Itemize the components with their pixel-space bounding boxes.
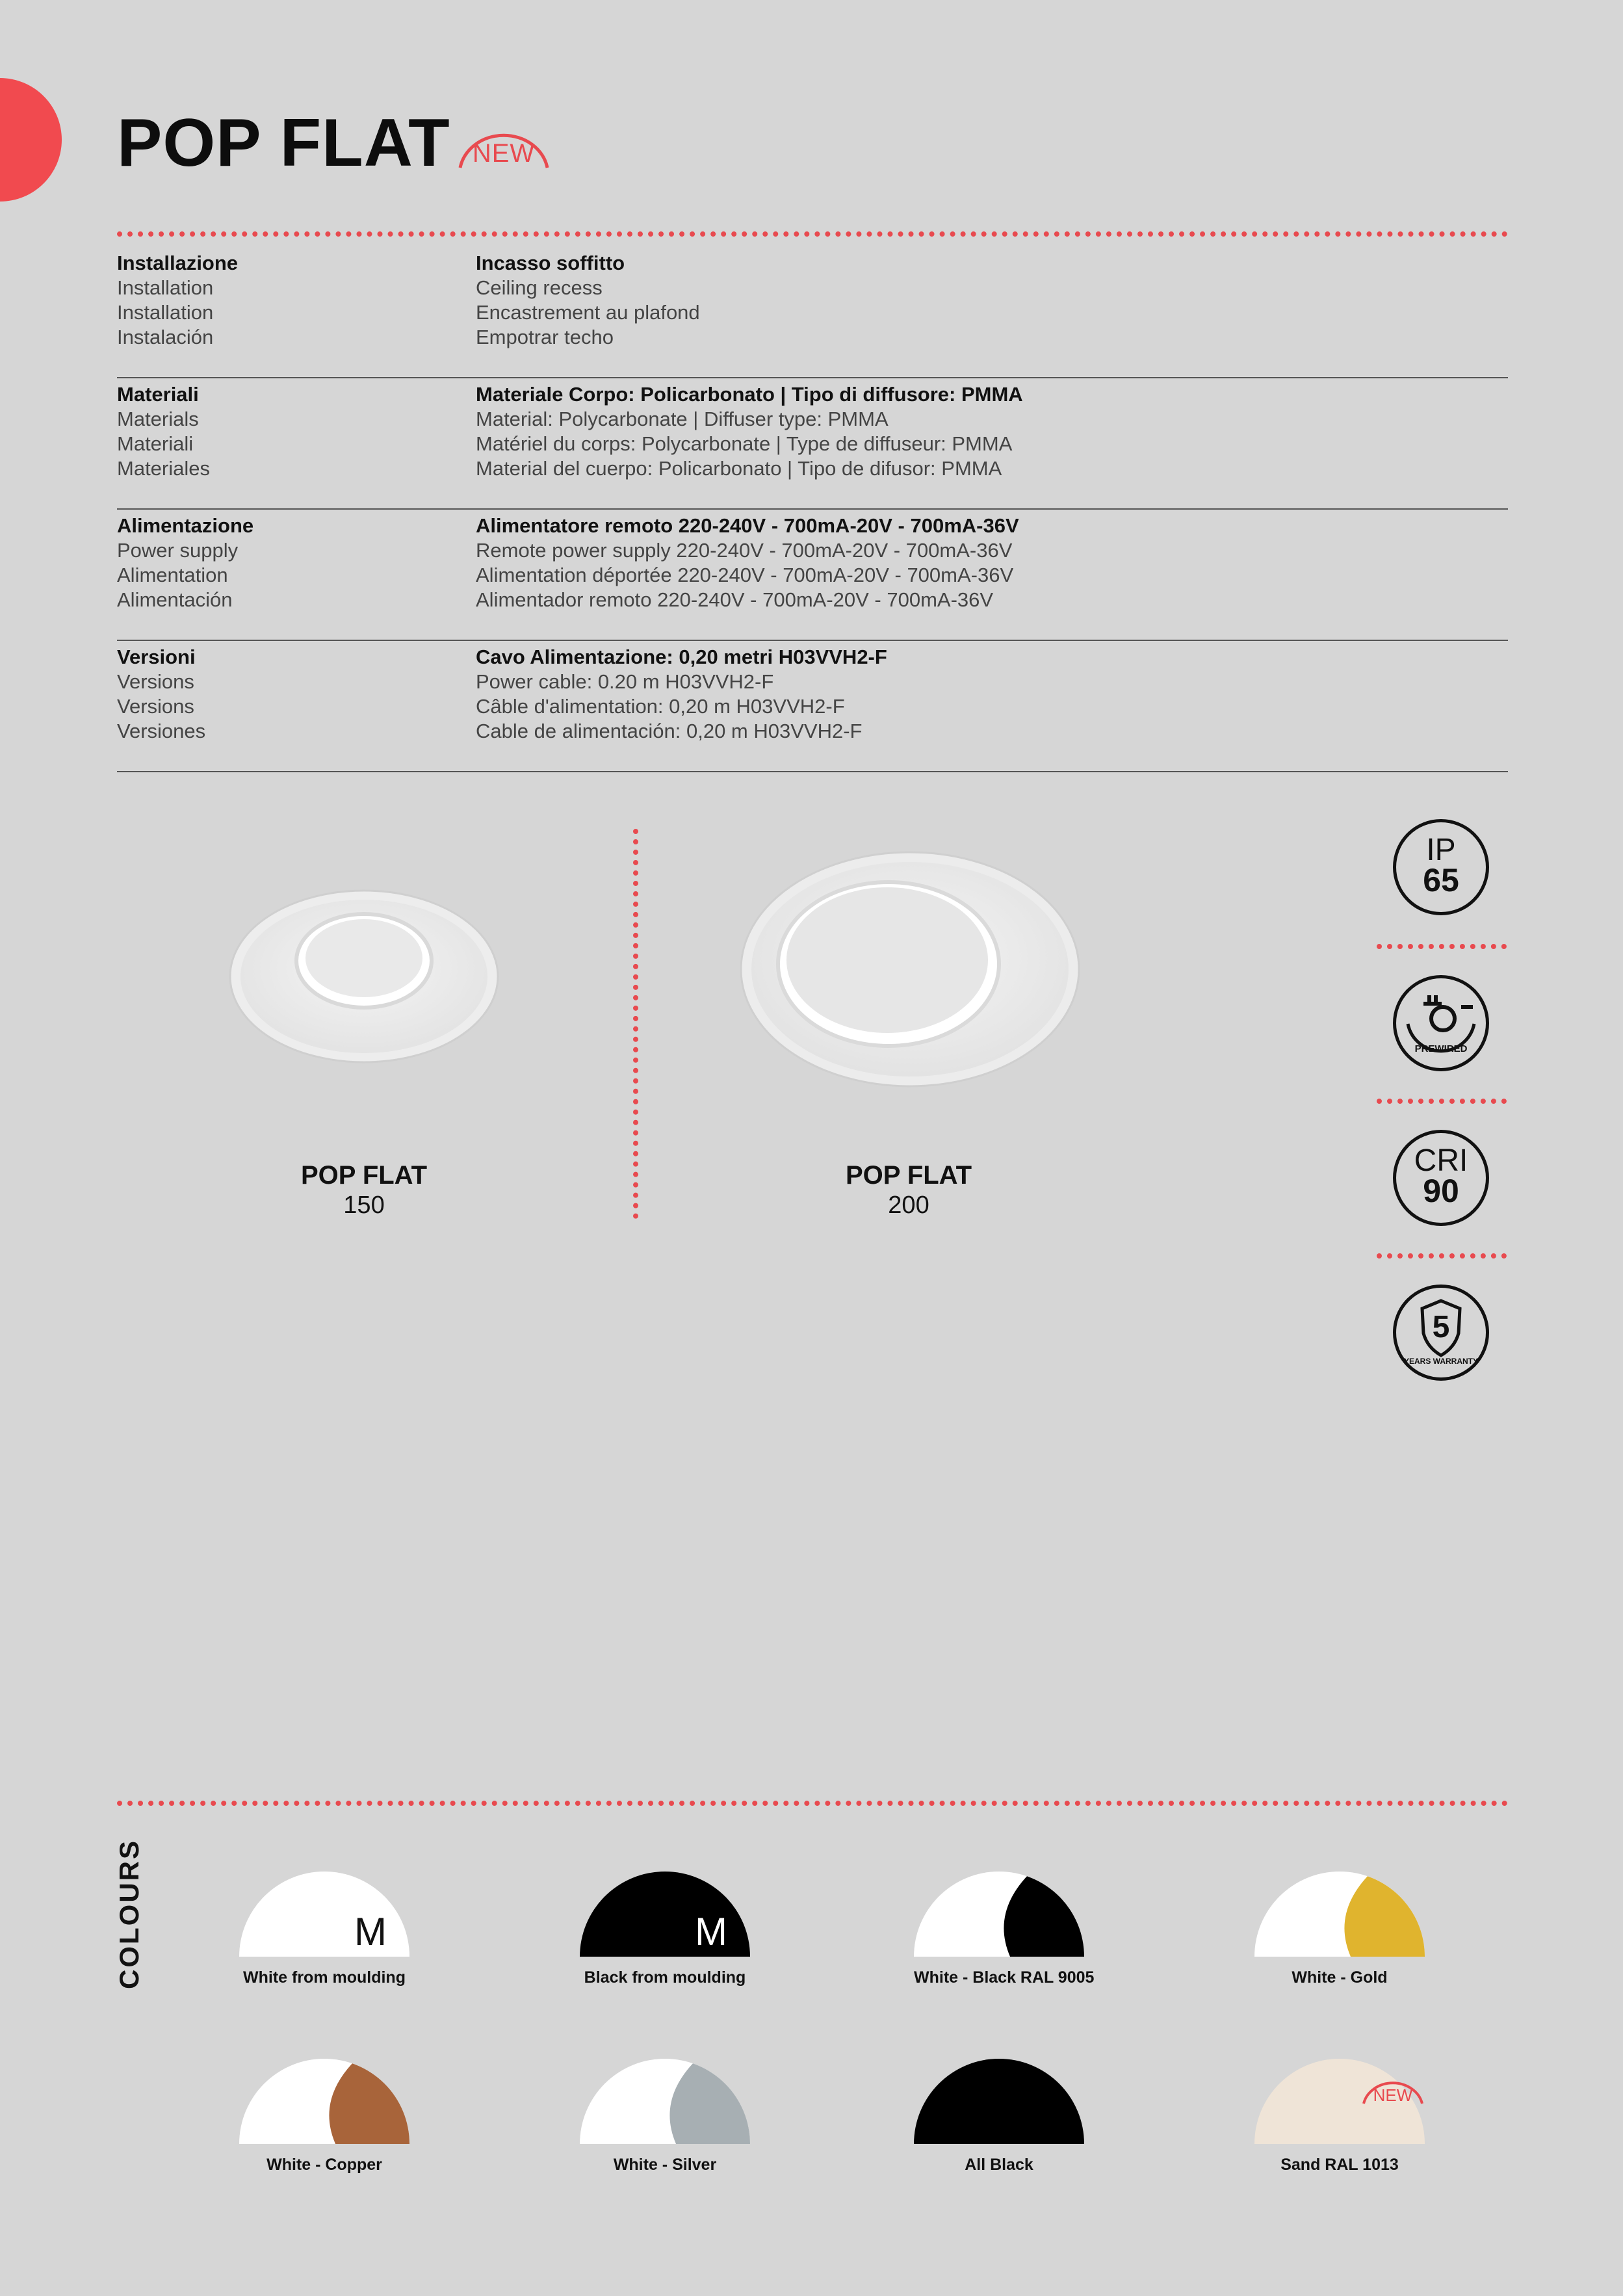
spec-value: Cavo Alimentazione: 0,20 metri H03VVH2-F [476,646,887,668]
colour-swatch [580,2058,750,2174]
swatch-dome [914,1871,1084,1957]
warranty-icon [1393,1285,1489,1381]
spec-label: Installation [117,276,214,299]
swatch-name: White from moulding [243,1968,406,1987]
spec-row-versions [117,641,1508,772]
spec-label: Versiones [117,720,206,742]
product-pop-flat-150 [234,1160,494,1220]
colour-swatch [239,1871,409,1987]
colour-swatch [580,1871,750,1987]
spec-labels [117,514,253,612]
prewired-label: PREWIRED [1414,1043,1468,1054]
swatch-dome [580,2058,750,2144]
swatch-dome [914,2058,1084,2144]
product-size: 200 [888,1192,929,1219]
spec-value: Material del cuerpo: Policarbonato | Tipo de difusor: PMMA [476,457,1002,480]
swatch-mark: M [354,1910,387,1953]
spec-value: Cable de alimentación: 0,20 m H03VVH2-F [476,720,863,742]
colour-swatch [914,2058,1084,2174]
swatch-name: White - Gold [1292,1968,1388,1987]
swatch-name: Black from moulding [584,1968,746,1987]
swatch-name: White - Silver [613,2156,717,2174]
dotted-divider-colours [117,1801,1508,1806]
plug-icon [1396,978,1486,1068]
spec-row-power-supply [117,510,1508,641]
swatch-dome [1254,2058,1425,2144]
spec-label: Materiales [117,457,210,480]
product-image-pop-flat-200 [738,848,1082,1089]
colour-swatch [1254,1871,1425,1987]
spec-label: Versions [117,695,194,718]
product-name: POP FLAT [845,1161,972,1190]
new-badge-label: NEW [1373,2085,1413,2105]
spec-label: Materiali [117,432,194,455]
swatch-dome [239,2058,409,2144]
dotted-divider-products [633,829,638,1219]
swatch-dome [239,1871,409,1957]
spec-row-materials [117,378,1508,510]
page-title: POP FLAT [117,105,450,181]
spec-label: Materials [117,408,199,430]
spec-label: Power supply [117,539,239,562]
spec-value: Materiale Corpo: Policarbonato | Tipo di diffusore: PMMA [476,383,1023,406]
cri-value: 90 [1423,1173,1459,1209]
colour-swatch [914,1871,1095,1987]
ip-label: IP [1426,833,1456,867]
spec-label: Alimentazione [117,514,254,537]
product-name: POP FLAT [300,1161,428,1190]
spec-value: Câble d'alimentation: 0,20 m H03VVH2-F [476,695,845,718]
spec-value: Alimentatore remoto 220-240V - 700mA-20V - 700mA-36V [476,514,1019,537]
spec-label: Versioni [117,646,196,668]
spec-value: Remote power supply 220-240V - 700mA-20V - 700mA-36V [476,539,1013,562]
spec-values [476,645,887,744]
spec-label: Installation [117,301,214,324]
swatch-name: White - Copper [266,2156,382,2174]
swatch-mark: M [695,1910,727,1953]
colours-heading: COLOURS [114,1839,144,1989]
colour-swatch [239,2058,409,2174]
spec-value: Matériel du corps: Polycarbonate | Type de diffuseur: PMMA [476,432,1013,455]
dotted-divider-top [117,231,1508,237]
new-badge [455,117,552,176]
warranty-label: YEARS WARRANTY [1403,1357,1478,1366]
spec-label: Alimentation [117,564,228,586]
swatch-dome [1254,1871,1425,1957]
spec-labels [117,645,205,744]
warranty-number: 5 [1432,1310,1450,1344]
swatch-name: White - Black RAL 9005 [914,1968,1095,1987]
spec-value: Material: Polycarbonate | Diffuser type: PMMA [476,408,889,430]
spec-label: Instalación [117,326,214,348]
new-badge-label: NEW [472,139,536,168]
product-image-pop-flat-150 [227,884,500,1066]
swatch-name: Sand RAL 1013 [1280,2156,1399,2174]
dotted-divider-badge-3 [1377,1253,1507,1259]
spec-values [476,382,1023,481]
spec-label: Versions [117,670,194,693]
ip-value: 65 [1423,862,1459,898]
corner-accent-dot [0,78,62,202]
spec-value: Incasso soffitto [476,252,625,274]
swatch-base [914,2059,1084,2144]
dotted-divider-badge-1 [1377,944,1507,949]
spec-label: Alimentación [117,588,233,611]
cri-label: CRI [1414,1143,1468,1178]
swatch-dome [580,1871,750,1957]
swatch-name: All Black [965,2156,1033,2174]
spec-label: Materiali [117,383,199,406]
colour-swatch [1254,2058,1425,2174]
product-size: 150 [343,1192,385,1219]
spec-value: Ceiling recess [476,276,603,299]
spec-value: Power cable: 0.20 m H03VVH2-F [476,670,774,693]
spec-value: Empotrar techo [476,326,614,348]
spec-value: Alimentador remoto 220-240V - 700mA-20V - 700mA-36V [476,588,994,611]
spec-table [117,247,1508,772]
cri90-icon [1393,1130,1489,1226]
prewired-icon [1393,975,1489,1071]
spec-values [476,251,700,350]
spec-label: Installazione [117,252,239,274]
spec-labels [117,251,238,350]
product-pop-flat-200 [779,1160,1039,1220]
ip65-icon [1393,819,1489,915]
spec-values [476,514,1019,612]
spec-value: Encastrement au plafond [476,301,700,324]
dotted-divider-badge-2 [1377,1099,1507,1104]
spec-row-installation [117,247,1508,378]
spec-labels [117,382,210,481]
spec-value: Alimentation déportée 220-240V - 700mA-20V - 700mA-36V [476,564,1014,586]
